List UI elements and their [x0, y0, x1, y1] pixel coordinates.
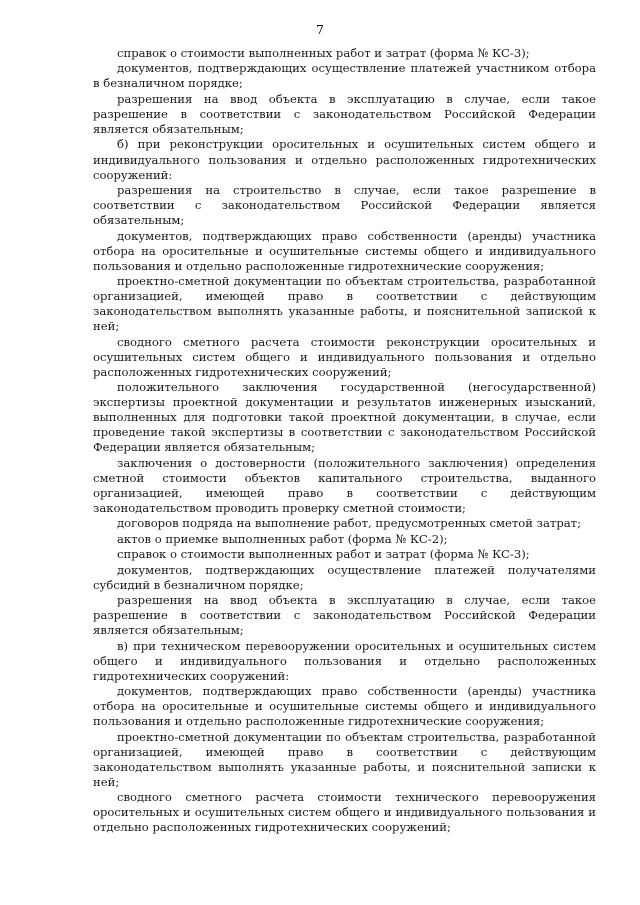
paragraph: документов, подтверждающих осуществление платежей получателями субсидий в безналичном порядке; [93, 562, 596, 592]
paragraph: разрешения на строительство в случае, если такое разрешение в соответствии с законодательством Российской Федерации является обязательным; [93, 182, 596, 228]
paragraph: документов, подтверждающих осуществление платежей участником отбора в безналичном порядке; [93, 61, 596, 91]
paragraph: заключения о достоверности (положительного заключения) определения сметной стоимости объектов капитального строительства, выданного организацией, имеющей право в соответствии с действующим законодательством проводить проверку сметной стоимости; [93, 455, 596, 515]
paragraph: сводного сметного расчета стоимости реконструкции оросительных и осушительных систем общего и индивидуального пользования и отдельно расположенных гидротехнических сооружений; [93, 334, 596, 379]
paragraph: разрешения на ввод объекта в эксплуатацию в случае, если такое разрешение в соответствии с законодательством Российской Федерации является обязательным; [93, 91, 596, 137]
paragraph: сводного сметного расчета стоимости технического перевооружения оросительных и осушительных систем общего и индивидуального пользования и отдельно расположенных гидротехнических сооружений; [93, 790, 596, 835]
paragraph: в) при техническом перевооружении оросительных и осушительных систем общего и индивидуального пользования и отдельно расположенных гидротехнических сооружений: [93, 638, 596, 683]
page-number: 7 [316, 22, 324, 37]
document-body [93, 46, 596, 836]
paragraph: документов, подтверждающих право собственности (аренды) участника отбора на оросительные и осушительные системы общего и индивидуального пользования и отдельно расположенные гидротехнические сооружения; [93, 684, 596, 729]
paragraph: справок о стоимости выполненных работ и затрат (форма № КС-3); [117, 547, 530, 562]
paragraph: документов, подтверждающих право собственности (аренды) участника отбора на оросительные и осушительные системы общего и индивидуального пользования и отдельно расположенные гидротехнические сооружения; [93, 228, 596, 273]
paragraph: положительного заключения государственной (негосударственной) экспертизы проектной документации и результатов инженерных изысканий, выполненных для подготовки такой проектной документации, в случае, если проведение такой экспертизы в соответствии с законодательством Российской Федерации является обязательным; [93, 380, 596, 455]
paragraph: проектно-сметной документации по объектам строительства, разработанной организацией, имеющей право в соответствии с действующим законодательством выполнять указанные работы, и пояснительной записки к ней; [93, 729, 596, 789]
paragraph: справок о стоимости выполненных работ и затрат (форма № КС-3); [117, 46, 530, 60]
paragraph: проектно-сметной документации по объектам строительства, разработанной организацией, имеющей право в соответствии с действующим законодательством выполнять указанные работы, и пояснительной запиской к ней; [93, 274, 596, 334]
paragraph: актов о приемке выполненных работ (форма № КС-2); [117, 531, 448, 546]
paragraph: б) при реконструкции оросительных и осушительных систем общего и индивидуального пользования и отдельно расположенных гидротехнических сооружений: [93, 137, 596, 182]
paragraph: договоров подряда на выполнение работ, предусмотренных сметой затрат; [117, 516, 581, 531]
paragraph: разрешения на ввод объекта в эксплуатацию в случае, если такое разрешение в соответствии с законодательством Российской Федерации является обязательным; [93, 593, 596, 638]
